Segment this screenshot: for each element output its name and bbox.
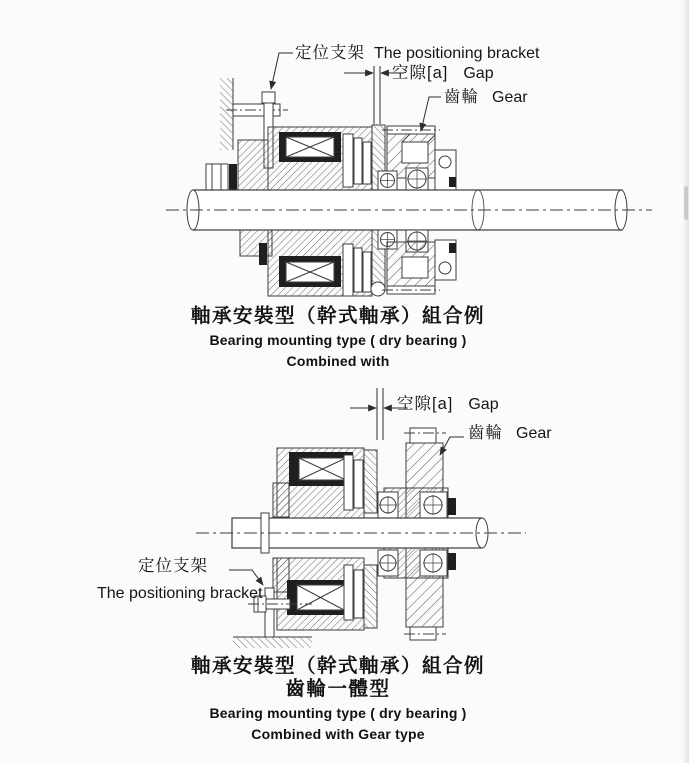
bolt-head (206, 164, 228, 190)
bottom-gap-label-cjk: 空隙[a] (397, 395, 454, 413)
gear-leader (440, 437, 464, 455)
top-gap-label (392, 65, 494, 82)
top-gap-label-cjk: 空隙[a] (392, 64, 449, 82)
bottom-positioning-bracket-label-en: The positioning bracket (97, 585, 263, 602)
hub-block-lower (435, 240, 456, 280)
bottom-caption-subtitle-en: Bearing mounting type ( dry bearing ) (209, 705, 467, 721)
top-caption-title: 軸承安裝型（幹式軸承）組合例 (190, 305, 485, 327)
bottom-gap-label (397, 396, 499, 413)
bottom-gear-label (468, 425, 552, 442)
top-gear-label-en: Gear (492, 89, 528, 106)
top-gear-label (444, 89, 528, 106)
shaft (166, 190, 652, 230)
shaft (196, 513, 526, 553)
top-caption-note: Combined with (286, 353, 390, 370)
bottom-gear-label-en: Gear (516, 425, 552, 442)
wall (220, 78, 233, 150)
seal-upper (448, 498, 456, 515)
bracket-leader (271, 53, 293, 89)
top-positioning-bracket-label-cjk: 定位支架 (295, 44, 365, 62)
plate-notch (371, 282, 385, 296)
top-caption (138, 305, 538, 370)
bottom-gap-label-en: Gap (468, 396, 499, 413)
bottom-gear-label-cjk: 齒輪 (468, 424, 503, 442)
bottom-positioning-bracket-label-en-row (97, 586, 262, 602)
gear-lower (382, 242, 440, 294)
armature-plate-upper (364, 450, 377, 513)
top-gear-label-cjk: 齒輪 (444, 88, 479, 106)
bottom-positioning-bracket-label-cjk: 定位支架 (138, 557, 208, 575)
bottom-caption-subtitle-cjk: 齒輪一體型 (285, 678, 391, 700)
scan-edge-shadow (682, 0, 689, 763)
seal-upper (229, 164, 237, 190)
ground (233, 637, 312, 648)
hub-block-upper (435, 150, 456, 190)
mounting-pin (226, 104, 288, 116)
bottom-positioning-bracket-label-cjk-row (138, 558, 208, 575)
top-positioning-bracket-label-en: The positioning bracket (374, 45, 540, 62)
top-caption-subtitle: Bearing mounting type ( dry bearing ) (209, 332, 467, 348)
armature-plate-lower (364, 565, 377, 628)
seal-lower (448, 553, 456, 570)
bracket-leader (229, 570, 263, 585)
bottom-caption-note: Combined with Gear type (251, 726, 425, 743)
seal-lower (259, 243, 267, 265)
top-gap-label-en: Gap (463, 65, 494, 82)
bottom-caption-title: 軸承安裝型（幹式軸承）組合例 (190, 655, 485, 677)
top-positioning-bracket-label (295, 45, 539, 62)
bottom-caption (138, 655, 538, 743)
scan-blot (684, 186, 688, 220)
